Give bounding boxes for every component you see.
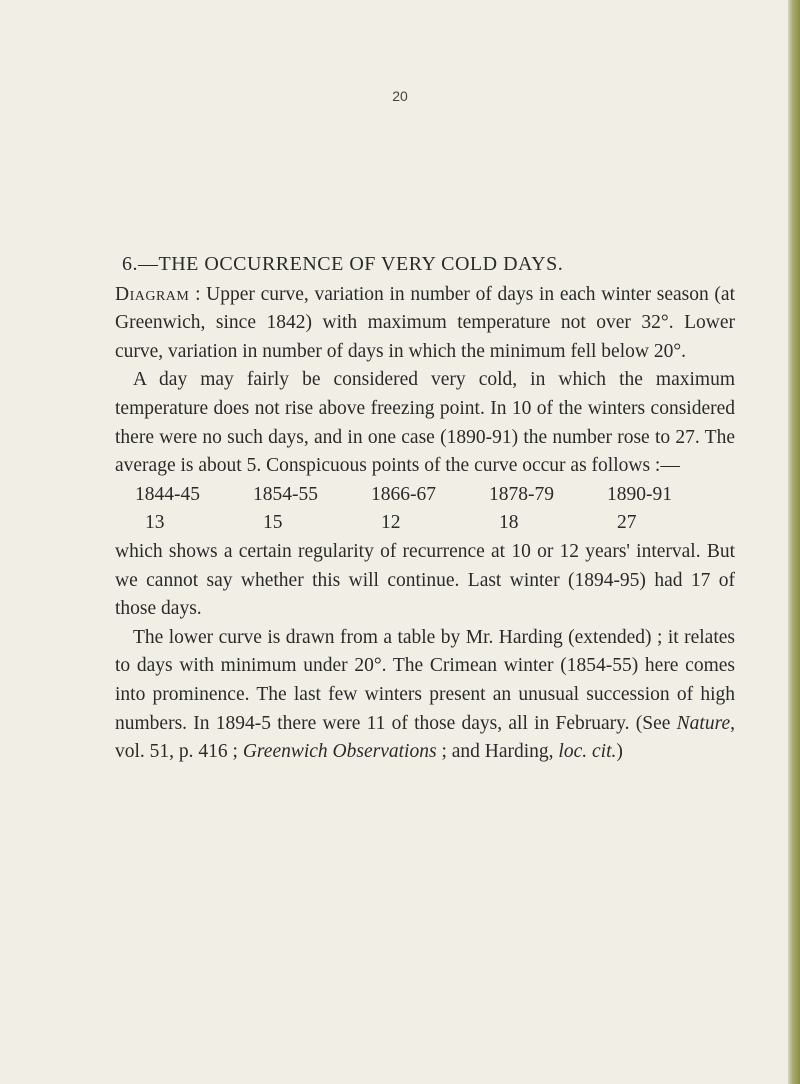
page-content	[115, 250, 735, 767]
points-value: 13	[145, 512, 165, 534]
diagram-paragraph	[115, 281, 735, 367]
page-number: 20	[392, 88, 408, 104]
loc-cit-citation: loc. cit.	[558, 741, 617, 763]
points-year: 1890-91	[607, 483, 672, 505]
lower-curve-text-a: The lower curve is drawn from a table by Mr. Harding (extended) ; it relates to days with minimum under 20°. The Crimean winter (1854-55) here comes into prominence. The last few winters present an unusual succession of high numbers. In 1894-5 there were 11 of those days, all in February. (See	[115, 626, 735, 734]
cold-days-paragraph: A day may fairly be considered very cold, in which the maximum temperature does not rise above freezing point. In 10 of the winters considered there were no such days, and in one case (1890-91) the number rose to 27. The average is about 5. Conspicuous points of the curve occur as follows :—	[115, 369, 735, 477]
page-edge	[788, 0, 800, 1084]
points-value: 15	[263, 512, 283, 534]
lower-curve-text-b: , vol. 51, p. 416 ;	[115, 712, 735, 763]
points-value: 12	[381, 512, 401, 534]
points-years-row	[115, 481, 725, 510]
points-value: 18	[499, 512, 519, 534]
points-year: 1844-45	[135, 483, 200, 505]
lower-curve-text-c: ; and Harding,	[436, 741, 559, 763]
lower-curve-paragraph	[115, 624, 735, 767]
regularity-paragraph: which shows a certain regularity of recurrence at 10 or 12 years' interval. But we cannot say whether this will continue. Last winter (1894-95) had 17 of those days.	[115, 540, 735, 620]
section-heading: 6.—THE OCCURRENCE OF VERY COLD DAYS.	[122, 253, 564, 275]
points-year: 1866-67	[371, 483, 436, 505]
points-values-row	[115, 509, 725, 538]
diagram-label: Diagram	[115, 283, 190, 305]
lower-curve-text-d: )	[616, 741, 623, 763]
nature-citation: Nature	[676, 712, 731, 734]
greenwich-citation: Greenwich Observations	[242, 741, 437, 763]
points-year: 1854-55	[253, 483, 318, 505]
diagram-text: : Upper curve, variation in number of days in each winter season (at Greenwich, since 1842) with maximum temperature not over 32°. Lower curve, variation in number of days in which the minimum fell below 20°.	[115, 283, 735, 362]
points-value: 27	[617, 512, 637, 534]
points-year: 1878-79	[489, 483, 554, 505]
